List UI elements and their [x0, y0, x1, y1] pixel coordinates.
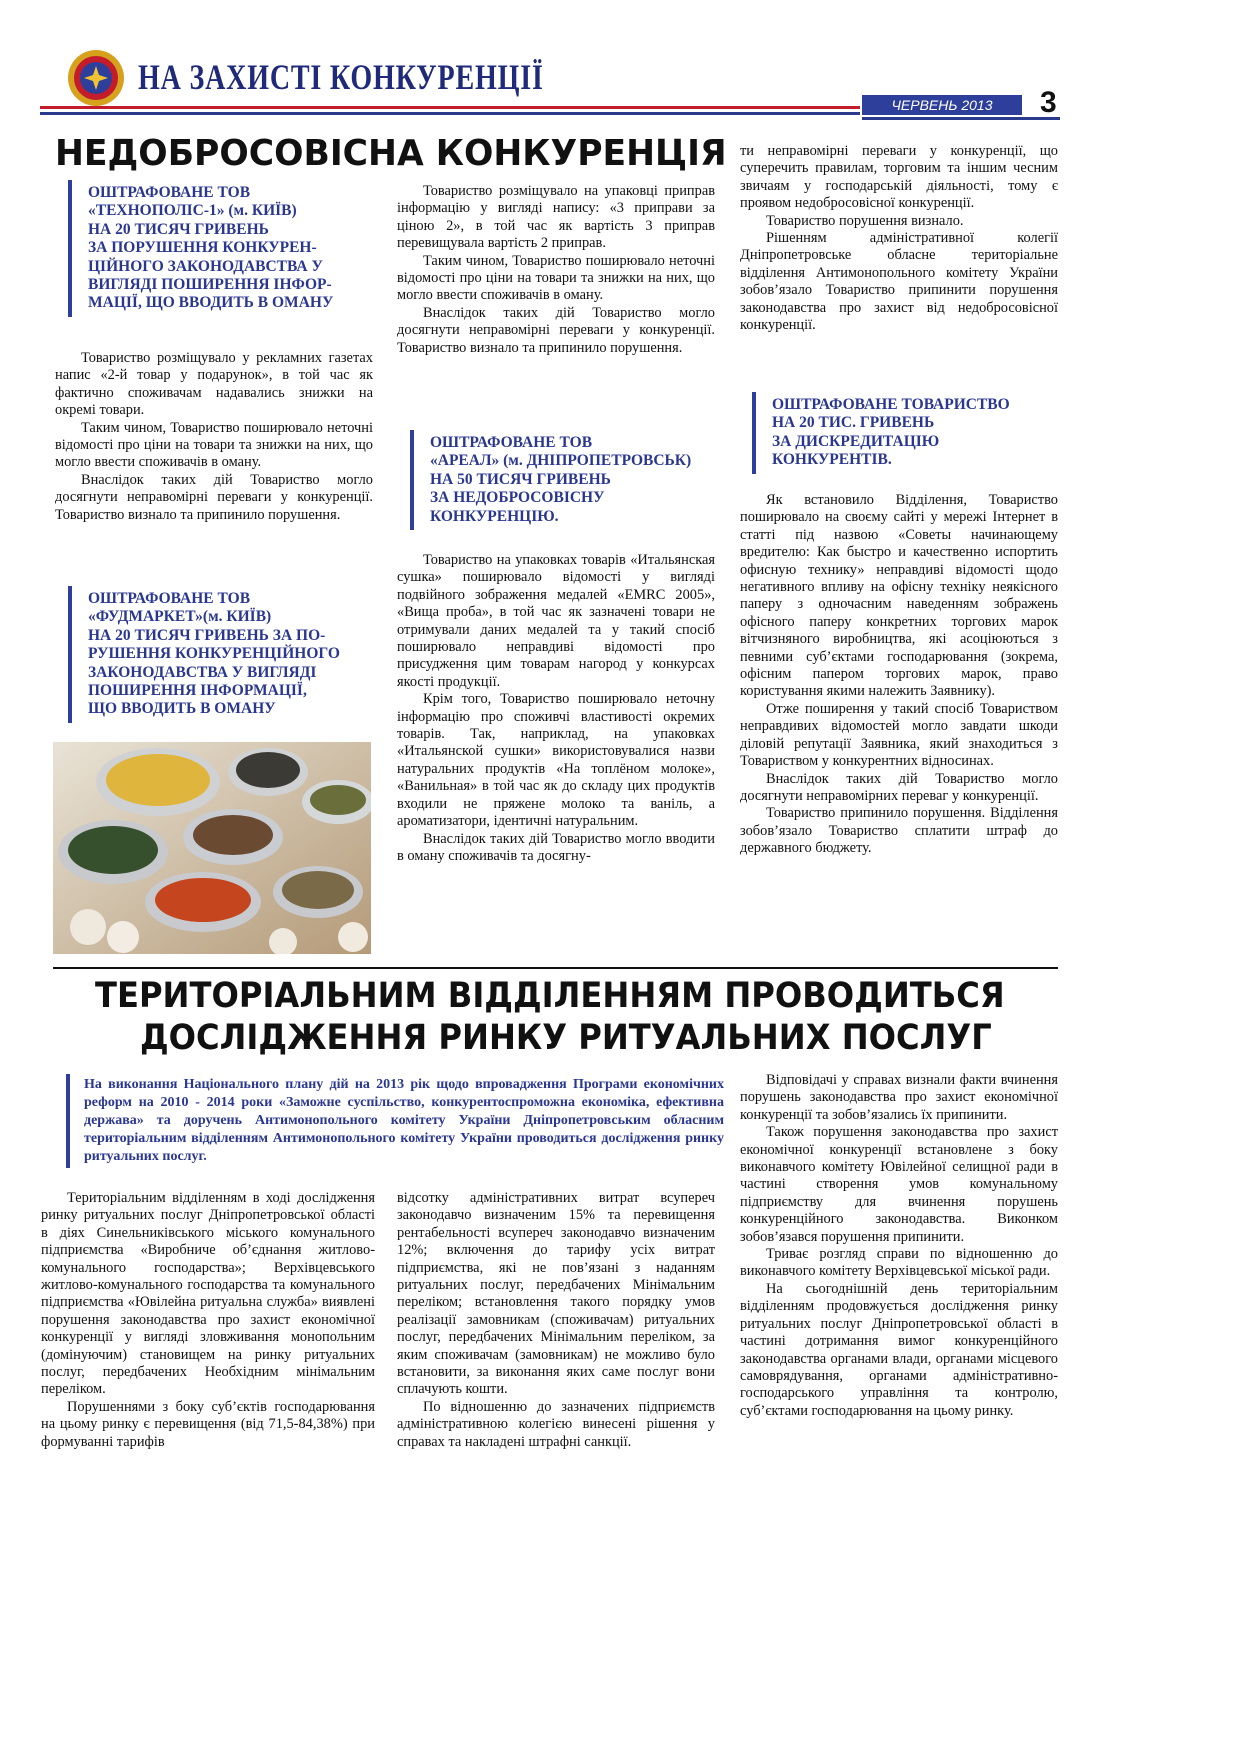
paragraph: Товариство припинило порушення. Відділення зобов’язало Товариство сплатити штраф до державного бюджету.: [740, 805, 1058, 857]
box3-line: ЗА НЕДОБРОСОВІСНУ: [430, 489, 605, 507]
article1-headline: НЕДОБРОСОВІСНА КОНКУРЕНЦІЯ: [55, 133, 727, 174]
article1-box4: [752, 392, 1072, 474]
article2-col3-text: [740, 1072, 1058, 1420]
box2-line: ОШТРАФОВАНЕ ТОВ: [88, 590, 251, 607]
masthead-title: НА ЗАХИСТІ КОНКУРЕНЦІЇ: [138, 57, 544, 97]
article1-box1: [68, 180, 388, 317]
paragraph: Товариство порушення визнало.: [766, 212, 964, 229]
box3-line: «АРЕАЛ» (м. ДНІПРОПЕТРОВСЬК): [430, 452, 692, 470]
article2-headline-line2: ДОСЛІДЖЕННЯ РИНКУ РИТУАЛЬНИХ ПОСЛУГ: [140, 1018, 992, 1058]
article2-col1-text: [41, 1190, 375, 1451]
box2-line: «ФУДМАРКЕТ»(м. КИЇВ): [88, 608, 272, 626]
article1-col3-text-a: [740, 143, 1058, 334]
box2-line: ЗАКОНОДАВСТВА У ВИГЛЯДІ: [88, 663, 317, 681]
box1-line: ЦІЙНОГО ЗАКОНОДАВСТВА У: [88, 257, 323, 275]
box4-line: КОНКУРЕНТІВ.: [772, 451, 892, 469]
issue-date: ЧЕРВЕНЬ 2013: [862, 95, 1022, 115]
paragraph: Триває розгляд справи по відношенню до виконавчого комітету Верхівцевської міської ради.: [740, 1246, 1058, 1280]
paragraph: Рішенням адміністративної колегії Дніпропетровське обласне територіальне відділення Антимонопольного комітету України зобов’язало Товариство припинити порушення законодавства про захист від недобросовісної конкуренції.: [740, 230, 1058, 334]
article1-col2-text-a: [397, 183, 715, 357]
paragraph: Порушеннями з боку суб’єктів господарювання на цьому ринку є перевищення (від 71,5-84,38%) при формуванні тарифів: [41, 1398, 375, 1450]
paragraph: Внаслідок таких дій Товариство могло досягнути неправомірні переваги у конкуренції. Товариство визнало та припинило порушення.: [55, 471, 373, 523]
box1-line: ОШТРАФОВАНЕ ТОВ: [88, 184, 251, 201]
section-divider: [53, 967, 1058, 969]
header-rule-red: [40, 106, 860, 109]
paragraph: Товариство розміщувало у рекламних газетах напис «2-й товар у подарунок», в той час як фактично споживачам надавались знижки на окремі товари.: [55, 350, 373, 419]
paragraph: Також порушення законодавства про захист економічної конкуренції встановлене з боку виконавчого комітету Ювілейної селищної ради в частині створення умов комунальному підприємству для вчинення порушень конкуренційного законодавства. Виконком зобов’язався порушення припинити.: [740, 1124, 1058, 1245]
box2-line: РУШЕННЯ КОНКУРЕНЦІЙНОГО: [88, 645, 340, 663]
box4-line: ОШТРАФОВАНЕ ТОВАРИСТВО: [772, 396, 1010, 413]
header-rule-blue: [40, 112, 860, 115]
article1-col2-text-b: [397, 552, 715, 865]
box3-line: КОНКУРЕНЦІЮ.: [430, 507, 559, 525]
box4-line: НА 20 ТИС. ГРИВЕНЬ: [772, 414, 935, 432]
paragraph: Таким чином, Товариство поширювало неточні відомості про ціни на товари та знижки на них, що могло ввести споживачів в оману.: [55, 419, 373, 471]
paragraph: Крім того, Товариство поширювало неточну інформацію про споживчі властивості окремих товарів. Так, наприклад, на упаковках «Итальянской сушки» використовувалися назви натуральних продуктів «На топлёном молоке», «Ванильная» в той час як до складу цих продуктів входили не пряжене молоко та ваніль, а ароматизатори, ідентичні натуральним.: [397, 691, 715, 830]
box3-line: ОШТРАФОВАНЕ ТОВ: [430, 434, 593, 451]
box4-line: ЗА ДИСКРЕДИТАЦІЮ: [772, 432, 940, 450]
paragraph: відсотку адміністративних витрат всупереч законодавчо визначеним 15% та перевищення рентабельності всупереч законодавчо визначеним 12%; включення до тарифу усіх витрат підприємства, які не пов’язані з наданням ритуальних послуг, передбачених Мінімальним переліком; встановлення такого порядку умов реалізації замовникам (споживачам) ритуальних послуг, передбачених Мінімальним переліком, за яким споживачам (замовникам) не можливо було встановити, за виконання яких саме послуг вони сплачують кошти.: [397, 1190, 715, 1398]
article1-col3-text-b: [740, 492, 1058, 858]
paragraph: ти неправомірні переваги у конкуренції, що суперечить правилам, торговим та іншим чесним звичаям у господарській діяльності, тому є проявом недобросовісної конкуренції.: [740, 143, 1058, 212]
spices-photo: [53, 742, 371, 954]
header-logo: [66, 48, 126, 108]
box1-line: МАЦІЇ, ЩО ВВОДИТЬ В ОМАНУ: [88, 294, 334, 312]
page-number: 3: [1040, 86, 1057, 119]
box1-line: «ТЕХНОПОЛІС-1» (м. КИЇВ): [88, 202, 297, 220]
box2-line: ПОШИРЕННЯ ІНФОРМАЦІЇ,: [88, 682, 307, 700]
article2-col2-text: [397, 1190, 715, 1451]
paragraph: Як встановило Відділення, Товариство поширювало на своєму сайті у мережі Інтернет в статті під назвою «Советы начинающему вредителю: Как быстро и качественно испортить офисную технику» неправдиві відомості щодо негативного впливу на офісну техніку неякісного паперу з одночасним наведенням зображень офісного паперу конкретних торгових марок вітчизняного виробництва, які асоціюються з певними суб’єктами господарювання (зокрема, офісним папером торгових марок, право користування якими належить Заявнику).: [740, 492, 1058, 700]
paragraph: Отже поширення у такий спосіб Товариством неправдивих відомостей могло завдати шкоди діловій репутації Заявника, який знаходиться з Товариством у конкурентних відносинах.: [740, 700, 1058, 770]
box2-line: НА 20 ТИСЯЧ ГРИВЕНЬ ЗА ПО-: [88, 626, 326, 644]
paragraph: Внаслідок таких дій Товариство могло досягнути неправомірні переваги у конкуренції. Товариство визнало та припинило порушення.: [397, 304, 715, 356]
paragraph: Товариство на упаковках товарів «Итальянская сушка» поширювало відомості у вигляді подвійного зображення медалей «EMRC 2005», «Вища проба», в той час як зазначені товари не отримували даних медалей та у такий спосіб поширювало неправдиві відомості про присудження цим товарам нагород у конкурсах якості продукції.: [397, 552, 715, 690]
spices-illustration: [53, 742, 371, 954]
paragraph: На сьогоднішній день територіальним відділенням продовжується дослідження ринку ритуальних послуг Дніпропетровської області в частині дотримання вимог конкуренційного законодавства органами влади, органами місцевого самоврядування, органами адміністративно-господарського управління та контролю, суб’єктами господарювання на цьому ринку.: [740, 1280, 1058, 1419]
article1-box2: [68, 586, 388, 723]
paragraph: Внаслідок таких дій Товариство могло вводити в оману споживачів та досягну-: [397, 830, 715, 864]
paragraph: Внаслідок таких дій Товариство могло досягнути неправомірних переваг у конкуренції.: [740, 770, 1058, 804]
article2-intro: На виконання Національного плану дій на 2013 рік щодо впровадження Програми економічних реформ на 2010 - 2014 роки «Заможне суспільство, конкурентоспроможна економіка, ефективна держава» та доручень Антимонопольного комітету України Дніпропетровським обласним територіальним відділенням Антимонопольного комітету України проводиться дослідження ринку ритуальних послуг.: [66, 1074, 724, 1168]
box2-line: ЩО ВВОДИТЬ В ОМАНУ: [88, 700, 276, 718]
paragraph: По відношенню до зазначених підприємств адміністративною колегією винесені рішення у справах та накладені штрафні санкції.: [397, 1398, 715, 1450]
header-rule-right: [862, 117, 1060, 120]
article1-col1-text: [55, 350, 373, 524]
box1-line: ЗА ПОРУШЕННЯ КОНКУРЕН-: [88, 239, 317, 257]
paragraph: Відповідачі у справах визнали факти вчинення порушень законодавства про захист економічної конкуренції та зобов’язались їх припинити.: [740, 1072, 1058, 1123]
paragraph: Таким чином, Товариство поширювало неточні відомості про ціни на товари та знижки на них, що могло ввести споживачів в оману.: [397, 252, 715, 304]
article2-headline-line1: ТЕРИТОРІАЛЬНИМ ВІДДІЛЕННЯМ ПРОВОДИТЬСЯ: [95, 976, 1005, 1016]
box1-line: НА 20 ТИСЯЧ ГРИВЕНЬ: [88, 220, 269, 238]
box1-line: ВИГЛЯДІ ПОШИРЕННЯ ІНФОР-: [88, 276, 332, 294]
emblem-icon: [66, 48, 126, 108]
box3-line: НА 50 ТИСЯЧ ГРИВЕНЬ: [430, 470, 611, 488]
article1-box3: [410, 430, 730, 530]
paragraph: Територіальним відділенням в ході дослідження ринку ритуальних послуг Дніпропетровської області в діях Синельниківського міського комунального підприємства «Виробниче об’єднання житлово-комунального господарства»; Верхівцевського житлово-комунального господарства та комунального підприємства «Ювілейна ритуальна служба» виявлені порушення законодавства про захист економічної конкуренції у вигляді зловживання монопольним (домінуючим) становищем на ринку ритуальних послуг, передбачених Необхідним мінімальним переліком.: [41, 1190, 375, 1398]
paragraph: Товариство розміщувало на упаковці приправ інформацію у вигляді напису: «3 приправи за ціною 2», в той час як вартість 3 приправ перевищувала вартість 2 приправ.: [397, 183, 715, 252]
